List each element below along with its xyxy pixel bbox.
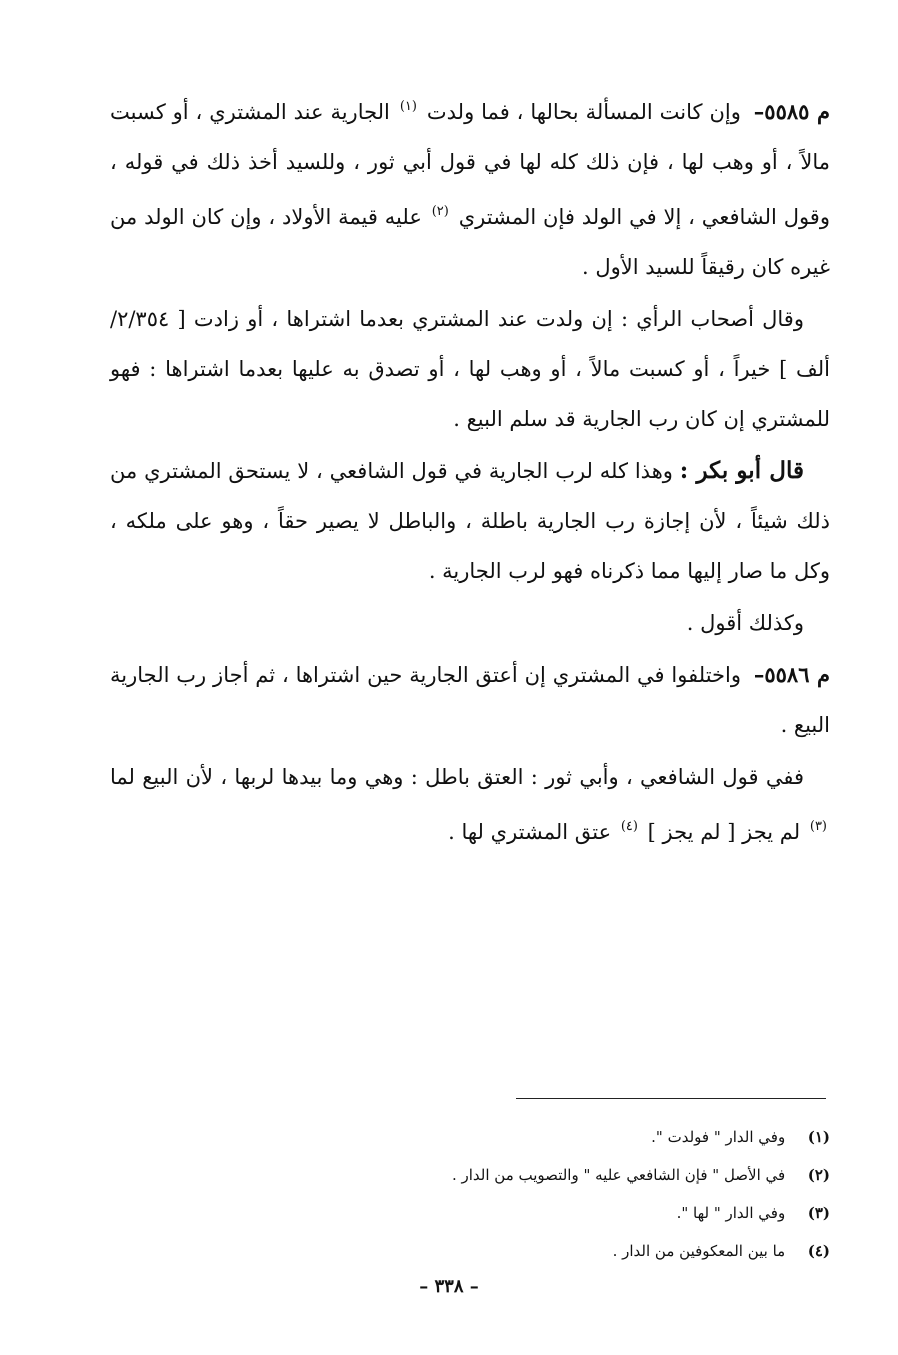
footnote-1: [110, 1118, 830, 1156]
footnote-text: ما بين المعكوفين من الدار .: [612, 1242, 786, 1260]
footnote-3: [110, 1194, 830, 1232]
paragraph-text: وإن كانت المسألة بحالها ، فما ولدت: [426, 100, 741, 124]
paragraph-text: الجارية عند المشتري ، أو كسبت مالاً ، أو وهب لها ، فإن ذلك كله لها في قول أبي ثور ، وللسيد أخذ ذلك في قوله ، وقول الشافعي ، إلا في الولد فإن المشتري: [110, 100, 830, 229]
footnote-text: وفي الدار " لها ".: [676, 1204, 786, 1222]
footnote-mark: (٢): [807, 1166, 830, 1184]
paragraph-text: وقال أصحاب الرأي : إن ولدت عند المشتري بعدما اشتراها ، أو زادت [ ٢/٣٥٤/ألف ] خيراً ، أو كسبت مالاً ، أو وهب لها ، أو تصدق به عليها بعدما اشتراها : فهو للمشتري إن كان رب الجارية قد سلم البيع .: [110, 307, 830, 431]
footnote-text: وفي الدار " فولدت ".: [651, 1128, 786, 1146]
footnote-ref-4[interactable]: (٤): [620, 819, 638, 834]
page-number: – ٣٣٨ –: [419, 1276, 479, 1297]
paragraph-text: لم يجز [ لم يجز ]: [647, 820, 801, 844]
footnote-mark: (٤): [807, 1242, 830, 1260]
paragraph-text: وهذا كله لرب الجارية في قول الشافعي ، لا يستحق المشتري من ذلك شيئاً ، لأن إجازة رب الجارية باطلة ، والباطل لا يصير حقاً ، وهو على ملكه ، وكل ما صار إليها مما ذكرناه فهو لرب الجارية .: [110, 459, 830, 583]
paragraph-text: وكذلك أقول .: [686, 611, 804, 635]
footnote-mark: (٣): [807, 1204, 830, 1222]
footnote-2: [110, 1156, 830, 1194]
main-text: [110, 82, 830, 857]
paragraph-shafii-opinion: [110, 752, 830, 857]
paragraph-number: م ٥٥٨٥–: [753, 99, 830, 124]
footnote-divider: [516, 1098, 826, 1099]
footnote-ref-3[interactable]: (٣): [809, 819, 827, 834]
paragraph-abu-bakr: [110, 446, 830, 596]
footnote-ref-2[interactable]: (٢): [431, 204, 449, 219]
paragraph-ashab-al-ray: [110, 294, 830, 444]
paragraph-text: واختلفوا في المشتري إن أعتق الجارية حين اشتراها ، ثم أجاز رب الجارية البيع .: [110, 663, 830, 737]
paragraph-number: م ٥٥٨٦–: [753, 662, 830, 687]
paragraph-text: عليه قيمة الأولاد ، وإن كان الولد من غيره كان رقيقاً للسيد الأول .: [110, 205, 830, 279]
footnote-ref-1[interactable]: (١): [399, 99, 417, 114]
paragraph-5586: [110, 650, 830, 750]
footnote-text: في الأصل " فإن الشافعي عليه " والتصويب من الدار .: [451, 1166, 786, 1184]
footnote-4: [110, 1232, 830, 1270]
footnotes: [110, 1118, 830, 1270]
paragraph-text: عتق المشتري لها .: [448, 820, 612, 844]
footnote-mark: (١): [807, 1128, 830, 1146]
paragraph-text: ففي قول الشافعي ، وأبي ثور : العتق باطل : وهي وما بيدها لربها ، لأن البيع لما: [110, 765, 804, 789]
paragraph-conclusion: [110, 598, 830, 648]
author-label: قال أبو بكر :: [679, 457, 804, 484]
paragraph-5585: [110, 82, 830, 292]
